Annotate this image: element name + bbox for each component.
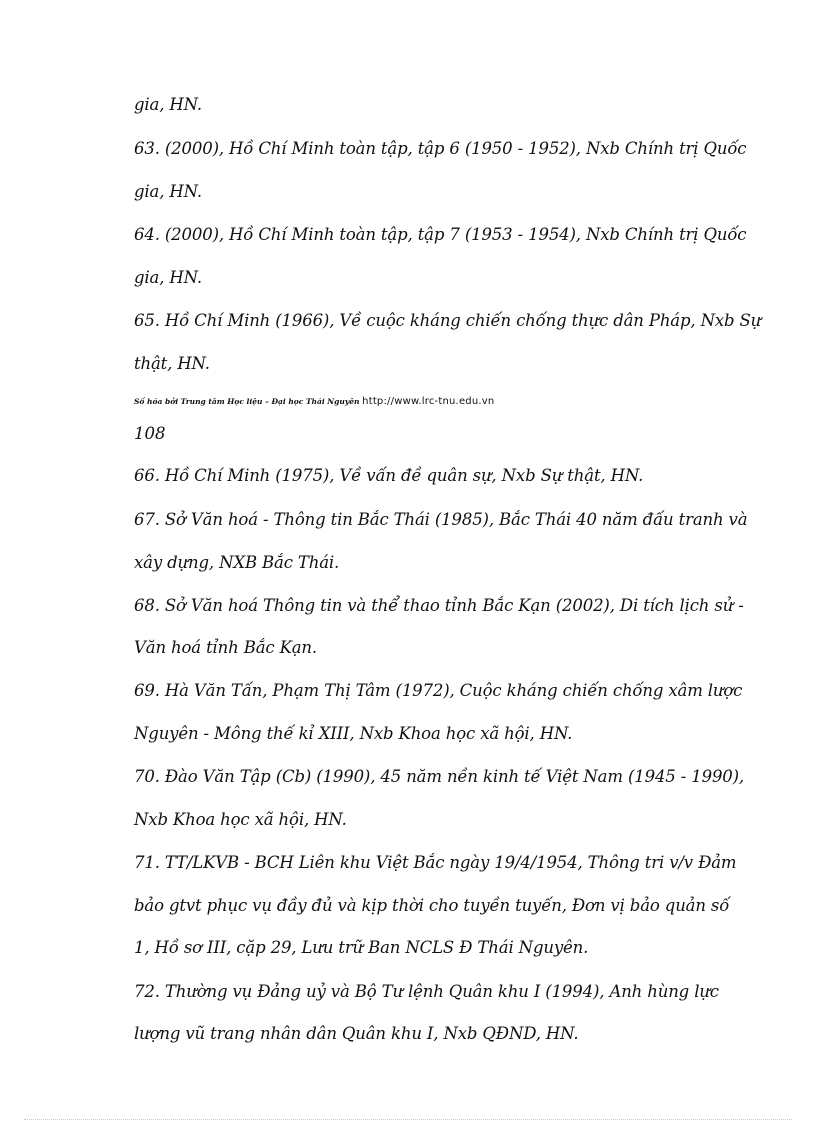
reference-line: xây dựng, NXB Bắc Thái. (134, 553, 340, 572)
reference-line: 68. Sở Văn hoá Thông tin và thể thao tỉnh Bắc Kạn (2002), Di tích lịch sử - (134, 596, 744, 615)
reference-line: 67. Sở Văn hoá - Thông tin Bắc Thái (1985), Bắc Thái 40 năm đấu tranh và (134, 510, 748, 529)
page-bottom-divider (24, 1119, 792, 1120)
reference-line: gia, HN. (134, 182, 202, 201)
footer-credit: Số hóa bởi Trung tâm Học liệu – Đại học Thái Nguyên (134, 397, 360, 406)
reference-line: 72. Thường vụ Đảng uỷ và Bộ Tư lệnh Quân khu I (1994), Anh hùng lực (134, 982, 719, 1001)
reference-line: bảo gtvt phục vụ đầy đủ và kịp thời cho tuyền tuyến, Đơn vị bảo quản số (134, 896, 730, 915)
reference-line: 69. Hà Văn Tấn, Phạm Thị Tâm (1972), Cuộc kháng chiến chống xâm lược (134, 681, 743, 700)
reference-line: 64. (2000), Hồ Chí Minh toàn tập, tập 7 (1953 - 1954), Nxb Chính trị Quốc (134, 225, 747, 244)
reference-line: thật, HN. (134, 354, 210, 373)
footer-url: http://www.lrc-tnu.edu.vn (362, 396, 495, 407)
reference-line: 71. TT/LKVB - BCH Liên khu Việt Bắc ngày 19/4/1954, Thông tri v/v Đảm (134, 853, 737, 872)
reference-line: 70. Đào Văn Tập (Cb) (1990), 45 năm nền kinh tế Việt Nam (1945 - 1990), (134, 767, 745, 786)
reference-line: gia, HN. (134, 95, 202, 114)
page-number: 108 (134, 424, 166, 443)
digitization-footer (134, 396, 494, 408)
reference-line: gia, HN. (134, 268, 202, 287)
reference-line: 66. Hồ Chí Minh (1975), Về vấn đề quân sự, Nxb Sự thật, HN. (134, 466, 644, 485)
reference-line: Nxb Khoa học xã hội, HN. (134, 810, 347, 829)
reference-line: Nguyên - Mông thế kỉ XIII, Nxb Khoa học xã hội, HN. (134, 724, 573, 743)
reference-line: Văn hoá tỉnh Bắc Kạn. (134, 638, 318, 657)
reference-line: 1, Hồ sơ III, cặp 29, Lưu trữ Ban NCLS Đ Thái Nguyên. (134, 938, 589, 957)
reference-line: 65. Hồ Chí Minh (1966), Về cuộc kháng chiến chống thực dân Pháp, Nxb Sự (134, 311, 762, 330)
reference-line: lượng vũ trang nhân dân Quân khu I, Nxb QĐND, HN. (134, 1024, 579, 1043)
reference-line: 63. (2000), Hồ Chí Minh toàn tập, tập 6 (1950 - 1952), Nxb Chính trị Quốc (134, 139, 747, 158)
